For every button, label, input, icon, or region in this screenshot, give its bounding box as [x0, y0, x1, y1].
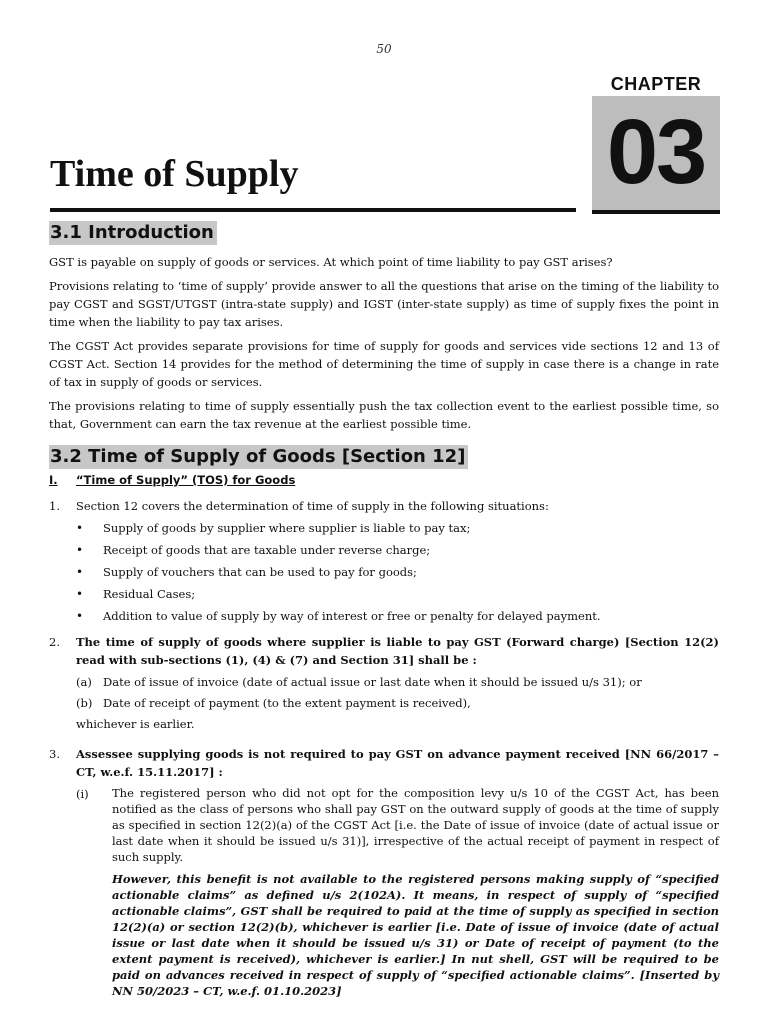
- item-text: The time of supply of goods where supplier is liable to pay GST (Forward charge) [Section 12(2) read with sub-sections (1), (4) & (7) and Section 31] shall be :: [76, 635, 719, 667]
- chapter-number-box: [592, 96, 720, 214]
- bullet-icon: •: [76, 543, 84, 557]
- bullet-item: • Residual Cases;: [76, 587, 196, 601]
- sub-item: (i) The registered person who did not opt for the composition levy u/s 10 of the CGST Act, has been notified as the class of persons who shall pay GST on the outward supply of goods at the time of supply as specified in section 12(2)(a) of the CGST Act [i.e. the Date of issue of invoice (date of actual issue or last date when it should be issued u/s 31)], irrespective of the actual receipt of payment in respect of such supply.: [76, 786, 719, 864]
- subheading-number: I.: [49, 473, 58, 487]
- bullet-item: • Supply of goods by supplier where supplier is liable to pay tax;: [76, 521, 471, 535]
- subheading-text: “Time of Supply” (TOS) for Goods: [76, 473, 296, 487]
- situations-list: [76, 519, 719, 625]
- bullet-icon: •: [76, 565, 84, 579]
- item-text: Assessee supplying goods is not required to pay GST on advance payment received [NN 66/2017 – CT, w.e.f. 15.11.2017] :: [76, 747, 719, 779]
- list-item: [49, 633, 719, 669]
- item-text: Section 12 covers the determination of time of supply in the following situations:: [76, 499, 549, 513]
- chapter-label: CHAPTER: [610, 74, 702, 94]
- bullet-icon: •: [76, 587, 84, 601]
- bullet-icon: •: [76, 521, 84, 535]
- intro-paragraph: The CGST Act provides separate provisions for time of supply for goods and services vide sections 12 and 13 of CGST Act. Section 14 provides for the method of determining the time of supply in case there is a change in rate of tax in supply of goods or services.: [49, 339, 719, 389]
- page-content: [49, 221, 719, 999]
- list-item: [49, 497, 719, 515]
- bullet-item: • Addition to value of supply by way of interest or free or penalty for delayed payment.: [76, 609, 601, 623]
- section-heading-time-of-supply-goods: 3.2 Time of Supply of Goods [Section 12]: [49, 445, 468, 469]
- intro-paragraph: GST is payable on supply of goods or services. At which point of time liability to pay GST arises?: [49, 255, 613, 269]
- bullet-item: • Receipt of goods that are taxable under reverse charge;: [76, 543, 431, 557]
- list-item: [49, 745, 719, 781]
- item-number: 2.: [49, 635, 60, 649]
- sub-item: (a) Date of issue of invoice (date of actual issue or last date when it should be issued u/s 31); or: [76, 675, 642, 689]
- bullet-item: • Supply of vouchers that can be used to pay for goods;: [76, 565, 417, 579]
- item-number: 3.: [49, 747, 60, 761]
- chapter-title: Time of Supply: [50, 153, 299, 195]
- sub-item: (b) Date of receipt of payment (to the extent payment is received),: [76, 696, 471, 710]
- note-paragraph: However, this benefit is not available to the registered persons making supply of “specified actionable claims” as defined u/s 2(102A). It means, in respect of supply of “specified actionable claims”, GST shall be required to paid at the time of supply as specified in section 12(2)(a) or section 12(2)(b), whichever is earlier [i.e. Date of issue of invoice (date of actual issue or last date when it should be issued u/s 31) or Date of receipt of payment (to the extent payment is received), whichever is earlier.] In nut shell, GST will be required to be paid on advances received in respect of supply of “specified actionable claims”. [Inserted by NN 50/2023 – CT, w.e.f. 01.10.2023]: [112, 872, 719, 998]
- title-rule: [50, 208, 576, 212]
- subheading-tos-goods: [49, 471, 719, 489]
- intro-paragraph: The provisions relating to time of supply essentially push the tax collection event to the earliest possible time, so that, Government can earn the tax revenue at the earliest possible time.: [49, 399, 719, 431]
- item-number: 1.: [49, 499, 60, 513]
- chapter-number: 03: [606, 101, 706, 203]
- section-heading-introduction: 3.1 Introduction: [49, 221, 217, 245]
- item-tail-text: whichever is earlier.: [76, 717, 195, 731]
- page-number: 50: [376, 42, 392, 56]
- intro-paragraph: Provisions relating to ‘time of supply’ provide answer to all the questions that arise on the timing of the liability to pay CGST and SGST/UTGST (intra-state supply) and IGST (inter-state supply) as time of supply fixes the point in time when the liability to pay tax arises.: [49, 279, 719, 329]
- bullet-icon: •: [76, 609, 84, 623]
